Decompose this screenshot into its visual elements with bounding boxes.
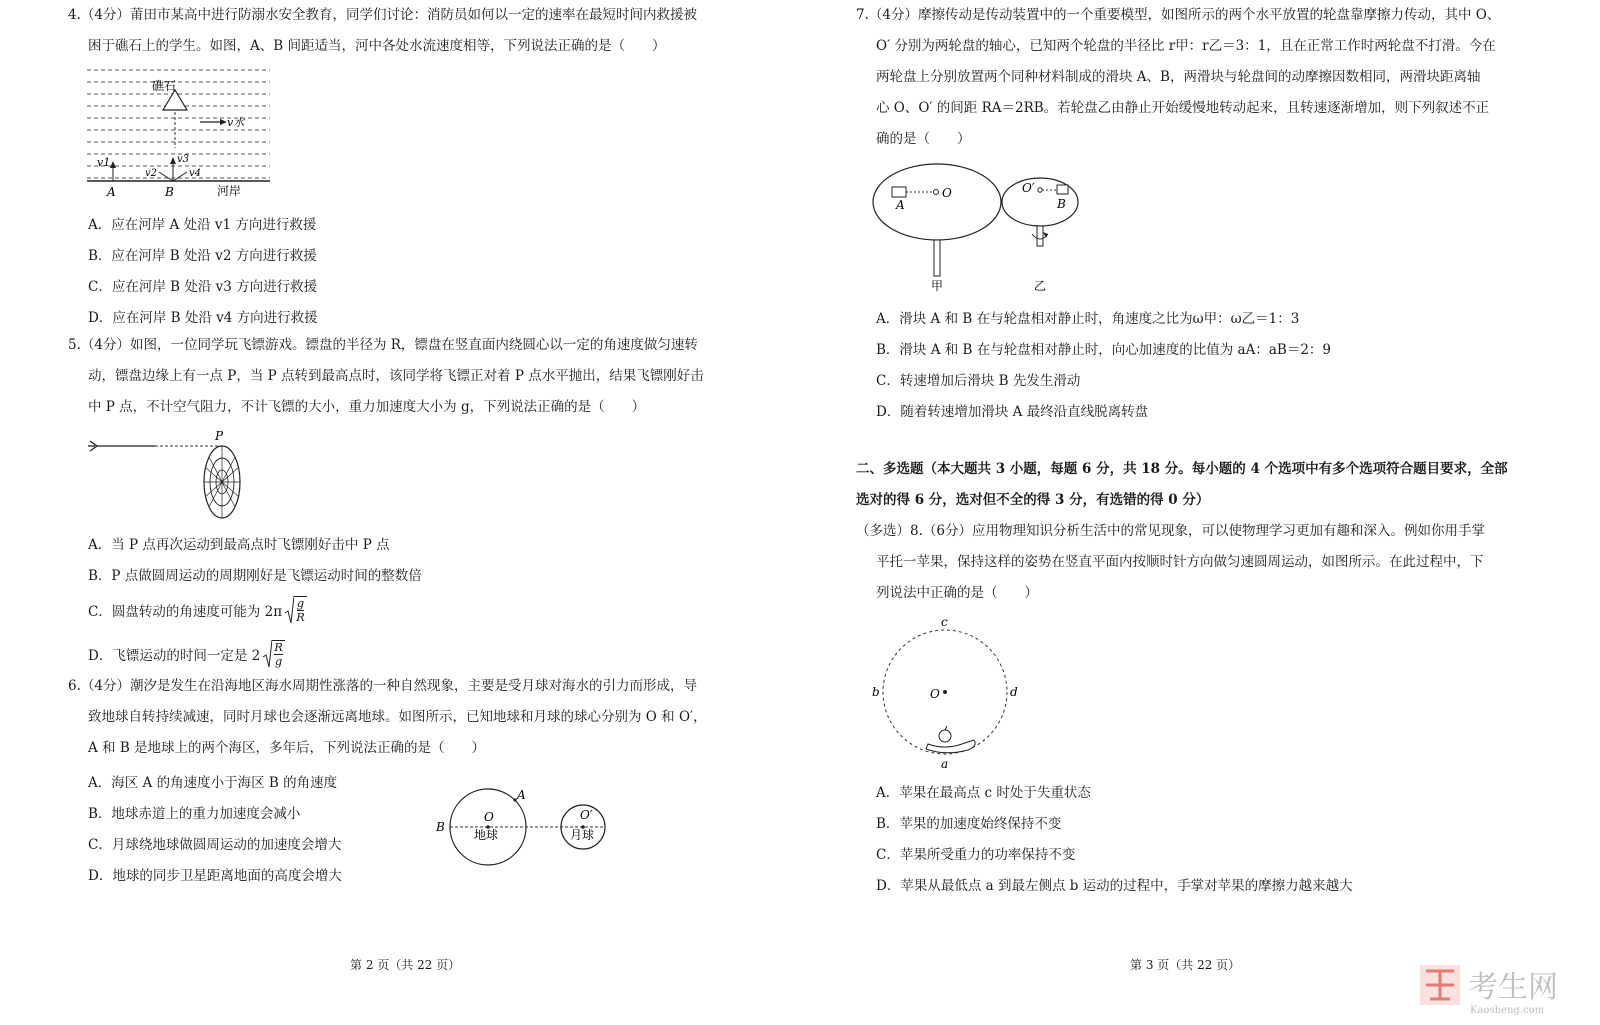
moon-center-label: O′ [580,808,593,822]
point-b-label: B [165,185,174,199]
river-rescue-figure [85,62,275,202]
question-4-stem: 4.（4分）莆田市某高中进行防溺水安全教育，同学们讨论：消防员如何以一定的速率在最短时间内救援被 困于礁石上的学生。如图，A、B 间距适当，河中各处水流速度相等，下列说法正确的是（ ） [68,7,697,54]
watermark-cn-text: 考生网 [1468,970,1558,1005]
question-5-stem: 5.（4分）如图，一位同学玩飞镖游戏。镖盘的半径为 R，镖盘在竖直面内绕圆心以一定的角速度做匀速转 动，镖盘边缘上有一点 P，当 P 点转到最高点时，该同学将飞镖正对着 P 点水平抛出，结果飞镖刚好击 中 P 点，不计空气阻力，不计飞镖的大小，重力加速度大小为 g，下列说法正确的是（ ） [68,337,704,415]
water-velocity-label: v水 [227,116,245,129]
watermark-en-text: Kaosheng.com [1470,1005,1545,1016]
left-page [0,0,790,1025]
rock-shape [163,90,187,110]
v2-label: v2 [145,168,158,179]
q4-option-b: B．应在河岸 B 处沿 v2 方向进行救援 [88,248,317,264]
river-bank-label: 河岸 [217,184,242,198]
shaft-jia [934,240,940,276]
question-7-stem: 7.（4分）摩擦传动是传动装置中的一个重要模型，如图所示的两个水平放置的轮盘靠摩擦力传动，其中 O、 O′ 分别为两轮盘的轴心，已知两个轮盘的半径比 r甲：r乙＝3：1，且在正常工作时两轮盘不打滑。今在 两轮盘上分别放置两个同种材料制成的滑块 A、B，两滑块与轮盘间的动摩擦因数相同，两滑块距离轴 心 O、O′ 的间距 RA＝2RB。若轮盘乙由静止开始缓慢地转动起来，且转速逐渐增加，则下列叙述不正 确的是（ ） [856,7,1501,147]
center-o-label: O [930,687,940,701]
right-page [800,0,1600,1025]
apple-circle-figure [870,612,1020,772]
point-p-label: P [215,429,224,443]
question-8-stem: （多选）8.（6分）应用物理知识分析生活中的常见现象，可以使物理学习更加有趣和深入。例如你用手掌 平托一苹果，保持这样的姿势在竖直平面内按顺时针方向做匀速圆周运动，如图所示。在此过程中，下 列说法中正确的是（ ） [856,523,1485,601]
left-page-number: 第 2 页（共 22 页） [350,958,461,972]
q8-option-b: B．苹果的加速度始终保持不变 [876,816,1062,832]
wheel-yi-label: 乙 [1034,279,1047,293]
q6-option-d: D．地球的同步卫星距离地面的高度会增大 [88,868,342,884]
axis-o-label: O [942,186,952,200]
point-a-label: A [107,185,116,199]
q7-option-c: C．转速增加后滑块 B 先发生滑动 [876,373,1081,389]
axis-o2-label: O′ [1022,181,1035,195]
point-b-label: b [872,685,880,699]
slider-b [1057,185,1068,194]
q5-option-b: B．P 点做圆周运动的周期刚好是飞镖运动时间的整数倍 [88,568,422,584]
shaft-yi [1037,226,1043,246]
point-d-label: d [1010,685,1018,699]
dartboard-figure [85,425,255,525]
friction-wheels-figure [872,160,1102,295]
point-a-label: a [941,757,949,771]
q7-option-b: B．滑块 A 和 B 在与轮盘相对静止时，向心加速度的比值为 aA：aB＝2：9 [876,342,1331,358]
sea-a-label: A [517,788,526,802]
sqrt-r-over-g: R g [262,639,285,669]
question-6-stem: 6.（4分）潮汐是发生在沿海地区海水周期性涨落的一种自然现象，主要是受月球对海水的引力而形成，导 致地球自转持续减速，同时月球也会逐渐远离地球。如图所示，已知地球和月球的球心分别为 O 和 O′， A 和 B 是地球上的两个海区，多年后，下列说法正确的是（ ） [68,678,707,756]
q7-option-a: A．滑块 A 和 B 在与轮盘相对静止时，角速度之比为ω甲：ω乙＝1：3 [876,311,1300,327]
earth-moon-figure [430,785,630,875]
q5-option-c: C．圆盘转动的角速度可能为 2π g R [88,596,305,624]
wheel-jia [873,164,1001,240]
v3-label: v3 [177,154,190,165]
moon-label: 月球 [570,828,595,842]
section-2-heading: 二、多选题（本大题共 3 小题，每题 6 分，共 18 分。每小题的 4 个选项中有多个选项符合题目要求，全部 选对的得 6 分，选对但不全的得 3 分，有选错的得 0 分） [856,461,1508,508]
rock-label: 礁石 [152,79,177,93]
q7-option-d: D．随着转速增加滑块 A 最终沿直线脱离转盘 [876,404,1149,420]
kaosheng-watermark [1416,959,1586,1017]
q4-option-d: D．应在河岸 B 处沿 v4 方向进行救援 [88,310,318,326]
v1-label: v1 [97,156,111,169]
q5-option-d: D．飞镖运动的时间一定是 2 R g [88,640,283,668]
wheel-jia-label: 甲 [931,279,944,293]
hand-icon [926,740,975,753]
q6-option-a: A．海区 A 的角速度小于海区 B 的角速度 [88,775,338,791]
slider-a-label: A [896,198,905,212]
sea-b-label: B [436,820,445,834]
q5-option-a: A．当 P 点再次运动到最高点时飞镖刚好击中 P 点 [88,537,390,553]
earth-center-label: O [484,810,494,824]
q4-option-a: A．应在河岸 A 处沿 v1 方向进行救援 [88,217,317,233]
q8-option-d: D．苹果从最低点 a 到最左侧点 b 运动的过程中，手掌对苹果的摩擦力越来越大 [876,878,1353,894]
v4-label: v4 [189,168,202,179]
point-c-label: c [941,615,948,629]
q6-option-b: B．地球赤道上的重力加速度会减小 [88,806,301,822]
q6-option-c: C．月球绕地球做圆周运动的加速度会增大 [88,837,342,853]
slider-a [892,187,906,197]
q4-option-c: C．应在河岸 B 处沿 v3 方向进行救援 [88,279,318,295]
right-page-number: 第 3 页（共 22 页） [1130,958,1241,972]
dart-icon [88,441,97,451]
q8-option-a: A．苹果在最高点 c 时处于失重状态 [876,785,1091,801]
earth-label: 地球 [474,828,499,842]
q8-option-c: C．苹果所受重力的功率保持不变 [876,847,1076,863]
apple-icon [939,730,951,742]
kaosheng-logo [1416,959,1586,1017]
sqrt-g-over-r: g R [284,595,307,625]
slider-b-label: B [1057,197,1066,211]
